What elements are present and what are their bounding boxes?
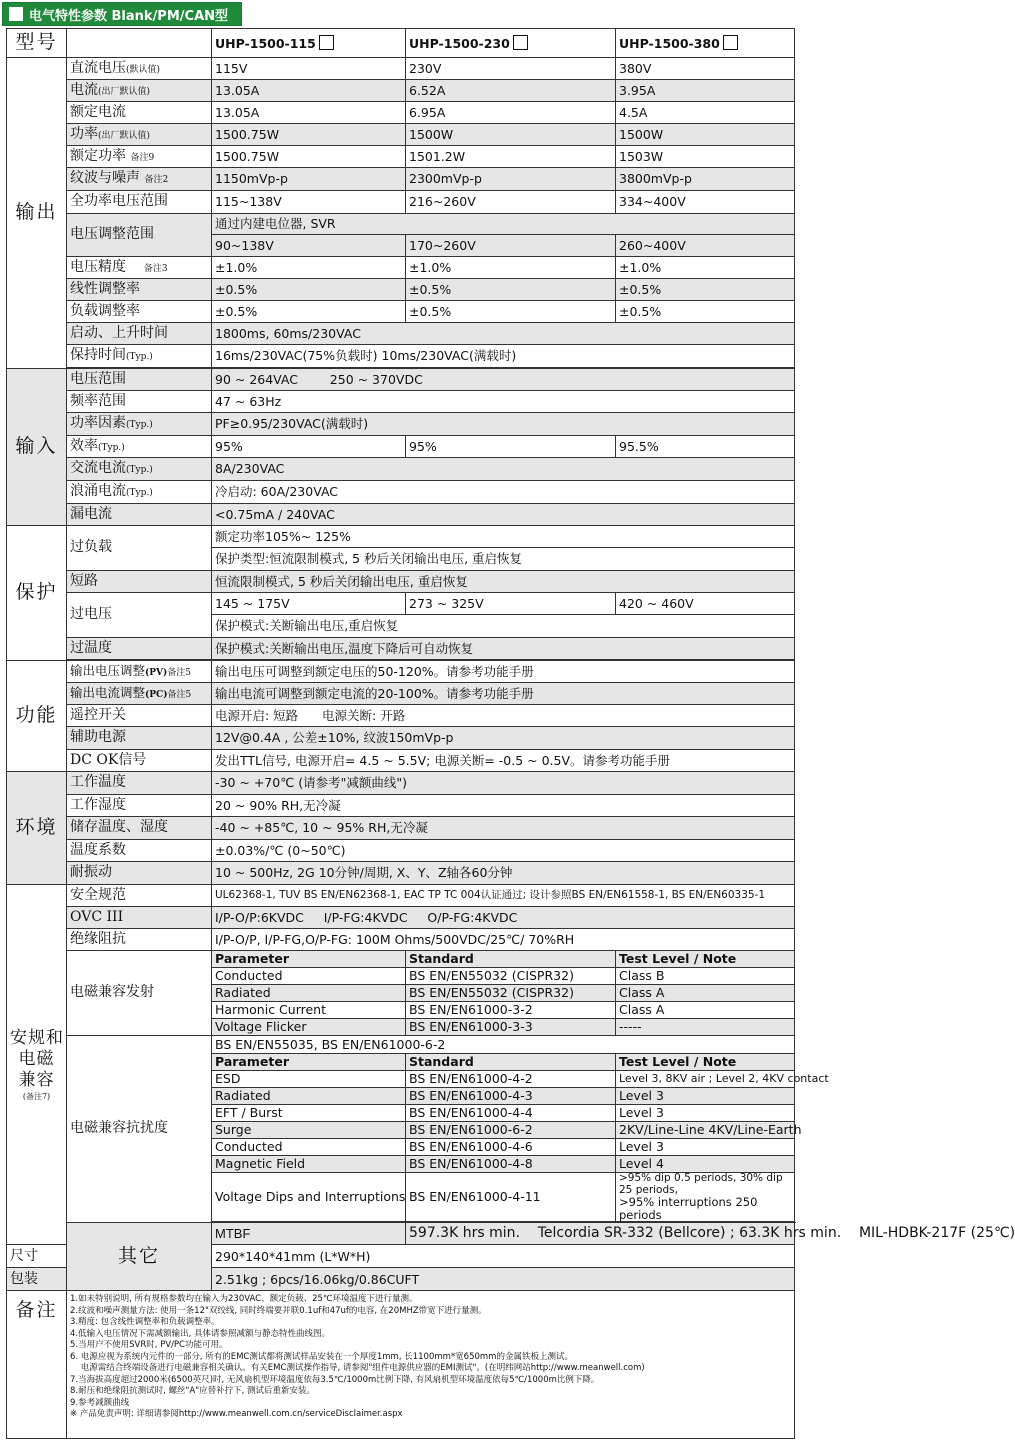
cell: BS EN/EN61000-6-2	[406, 1122, 616, 1139]
cell: 273 ~ 325V	[406, 593, 616, 615]
cell: 保护模式:关断输出电压,温度下降后可自动恢复	[212, 638, 795, 660]
col-header: Parameter	[212, 951, 406, 968]
section-title: 电气特性参数 Blank/PM/CAN型	[29, 8, 229, 24]
row-label: OVC III	[67, 907, 212, 929]
cell: BS EN/EN61000-3-2	[406, 1002, 616, 1019]
section-notes: 备注	[7, 1291, 67, 1439]
row-label: 线性调整率	[67, 279, 212, 301]
cell: 冷启动: 60A/230VAC	[212, 481, 795, 504]
cell: Surge	[212, 1122, 406, 1139]
row-label: 功率(出厂默认值)	[67, 124, 212, 146]
cell: Level 3, 8KV air ; Level 2, 4KV contact	[616, 1071, 795, 1088]
section-protection: 保护	[7, 526, 67, 661]
row-label: 直流电压(默认值)	[67, 58, 212, 80]
row-label: 漏电流	[67, 504, 212, 526]
cell: 115V	[212, 58, 406, 80]
row-label: 电压调整范围	[67, 214, 212, 257]
cell: 16ms/230VAC(75%负载时) 10ms/230VAC(满载时)	[212, 345, 795, 368]
cell: 1150mVp-p	[212, 168, 406, 191]
cell: ESD	[212, 1071, 406, 1088]
cell: BS EN/EN61000-4-8	[406, 1156, 616, 1173]
section-output: 输出	[7, 58, 67, 369]
cell: Radiated	[212, 1088, 406, 1105]
cell: 恒流限制模式, 5 秒后关闭输出电压, 重启恢复	[212, 571, 795, 593]
row-label: MTBF	[212, 1223, 406, 1245]
row-label: 电磁兼容发射	[67, 951, 212, 1036]
cell: 95.5%	[616, 436, 795, 458]
row-label: 纹波与噪声 备注2	[67, 168, 212, 191]
note-line: 9.参考减额曲线	[70, 1397, 130, 1408]
cell: 334~400V	[616, 191, 795, 214]
section-safety-emc: 安规和 电磁 兼容 (备注7)	[7, 885, 67, 1245]
cell: 1500.75W	[212, 146, 406, 168]
cell: 115~138V	[212, 191, 406, 214]
section-header	[2, 2, 242, 26]
cell: 电源开启: 短路 电源关断: 开路	[212, 705, 795, 727]
note-line: 1.如未特别说明, 所有规格参数均在输入为230VAC、额定负载、25℃环境温度下进行量测。	[70, 1294, 418, 1305]
note-line: 7.当海拔高度超过2000米(6500英尺)时, 无风扇机型环境温度依每3.5℃/1000m比例下降, 有风扇机型环境温度依每5℃/1000m比例下降。	[70, 1374, 600, 1385]
cell: 95%	[212, 436, 406, 458]
cell: Level 4	[616, 1156, 795, 1173]
note-line: 2.纹波和噪声测量方法: 使用一条12"双绞线, 同时终端要并联0.1uf和47uf的电容, 在20MHZ带宽下进行量测。	[70, 1305, 487, 1316]
row-label: 工作温度	[67, 772, 212, 795]
model-label: 型号	[7, 29, 67, 58]
square-icon	[9, 7, 23, 21]
cell: Conducted	[212, 968, 406, 985]
model-blank	[67, 29, 212, 58]
cell: 145 ~ 175V	[212, 593, 406, 615]
checkbox-icon[interactable]	[513, 35, 528, 50]
cell: I/P-O/P, I/P-FG,O/P-FG: 100M Ohms/500VDC/25℃/ 70%RH	[212, 929, 795, 951]
cell: 3800mVp-p	[616, 168, 795, 191]
cell: 170~260V	[406, 235, 616, 257]
cell: 260~400V	[616, 235, 795, 257]
row-label: 电流(出厂默认值)	[67, 80, 212, 102]
note-line: 8.耐压和绝缘阻抗测试时, 螺丝"A"应替补拧下, 测试后重新安装。	[70, 1386, 316, 1397]
cell: Level 3	[616, 1139, 795, 1156]
cell: 380V	[616, 58, 795, 80]
cell: ±0.5%	[212, 301, 406, 323]
cell: 1501.2W	[406, 146, 616, 168]
cell: 2KV/Line-Line 4KV/Line-Earth	[616, 1122, 795, 1139]
section-function: 功能	[7, 661, 67, 772]
cell: 230V	[406, 58, 616, 80]
model-1: UHP-1500-115	[212, 29, 406, 58]
row-label: 过负载	[67, 526, 212, 571]
cell: 290*140*41mm (L*W*H)	[212, 1245, 795, 1268]
cell: 6.52A	[406, 80, 616, 102]
spec-table	[6, 28, 1015, 1439]
cell: 47 ~ 63Hz	[212, 391, 795, 413]
cell: 1500W	[406, 124, 616, 146]
cell: 4.5A	[616, 102, 795, 124]
row-label: 遥控开关	[67, 705, 212, 727]
cell: -30 ~ +70℃ (请参考"减额曲线")	[212, 772, 795, 795]
checkbox-icon[interactable]	[319, 35, 334, 50]
cell: Magnetic Field	[212, 1156, 406, 1173]
cell: Class A	[616, 1002, 795, 1019]
row-label: 过电压	[67, 593, 212, 638]
cell: BS EN/EN55032 (CISPR32)	[406, 968, 616, 985]
row-label: 温度系数	[67, 840, 212, 862]
row-label: 额定电流	[67, 102, 212, 124]
col-header: Standard	[406, 951, 616, 968]
note-line: ※ 产品免责声明: 详细请参阅http://www.meanwell.com.cn/serviceDisclaimer.aspx	[70, 1409, 403, 1420]
row-label: 交流电流(Typ.)	[67, 458, 212, 481]
section-others: 其它	[67, 1223, 212, 1291]
row-label: 全功率电压范围	[67, 191, 212, 214]
cell: 13.05A	[212, 80, 406, 102]
row-label: 额定功率 备注9	[67, 146, 212, 168]
col-header: Test Level / Note	[616, 1054, 795, 1071]
row-label: 短路	[67, 571, 212, 593]
row-label: 启动、上升时间	[67, 323, 212, 345]
cell: ±0.5%	[616, 279, 795, 301]
row-label: 辅助电源	[67, 727, 212, 750]
cell: 1503W	[616, 146, 795, 168]
checkbox-icon[interactable]	[723, 35, 738, 50]
cell: BS EN/EN61000-4-2	[406, 1071, 616, 1088]
cell: <0.75mA / 240VAC	[212, 504, 795, 526]
model-2: UHP-1500-230	[406, 29, 616, 58]
row-label: 频率范围	[67, 391, 212, 413]
row-label: 保持时间(Typ.)	[67, 345, 212, 368]
cell: PF≥0.95/230VAC(满载时)	[212, 413, 795, 436]
cell: ±0.5%	[406, 279, 616, 301]
cell: 发出TTL信号, 电源开启= 4.5 ~ 5.5V; 电源关断= -0.5 ~ 0.5V。请参考功能手册	[212, 750, 795, 772]
row-label: DC OK信号	[67, 750, 212, 772]
cell: 13.05A	[212, 102, 406, 124]
row-label: 输出电流调整(PC)备注5	[67, 683, 212, 705]
cell: BS EN/EN55032 (CISPR32)	[406, 985, 616, 1002]
cell: 保护类型:恒流限制模式, 5 秒后关闭输出电压, 重启恢复	[212, 548, 795, 571]
cell: 90 ~ 264VAC 250 ~ 370VDC	[212, 369, 795, 391]
cell: Level 3	[616, 1105, 795, 1122]
cell: >95% dip 0.5 periods, 30% dip 25 periods, >95% interruptions 250 periods	[616, 1173, 795, 1222]
cell: 1500.75W	[212, 124, 406, 146]
col-header: Parameter	[212, 1054, 406, 1071]
row-label: 浪涌电流(Typ.)	[67, 481, 212, 504]
cell: 额定功率105%~ 125%	[212, 526, 795, 548]
cell: BS EN/EN61000-3-3	[406, 1019, 616, 1036]
cell: 输出电流可调整到额定电流的20-100%。请参考功能手册	[212, 683, 795, 705]
note-line: 电源需结合终端设备进行电磁兼容相关确认。有关EMC测试操作指导, 请参阅"组件电源供应器的EMI测试"。(在明纬网站http://www.meanwell.com)	[70, 1363, 645, 1374]
cell: ±0.03%/℃ (0~50℃)	[212, 840, 795, 862]
row-label: 输出电压调整(PV)备注5	[67, 661, 212, 683]
note-line: 6. 电源应视为系统内元件的一部分, 所有的EMC测试都将测试样品安装在一个厚度1mm, 长1100mm*宽650mm的金属铁板上测试。	[70, 1351, 573, 1362]
cell: 20 ~ 90% RH,无冷凝	[212, 795, 795, 817]
row-label: 电压范围	[67, 369, 212, 391]
section-input: 输入	[7, 369, 67, 526]
cell: 95%	[406, 436, 616, 458]
cell: 12V@0.4A , 公差±10%, 纹波150mVp-p	[212, 727, 795, 750]
row-label: 电压精度 备注3	[67, 257, 212, 279]
cell: ±1.0%	[212, 257, 406, 279]
cell: ±0.5%	[406, 301, 616, 323]
cell: 597.3K hrs min. Telcordia SR-332 (Bellcore) ; 63.3K hrs min. MIL-HDBK-217F (25℃)	[406, 1223, 795, 1245]
row-label: 电磁兼容抗扰度	[67, 1036, 212, 1223]
row-label: 绝缘阻抗	[67, 929, 212, 951]
cell: -----	[616, 1019, 795, 1036]
cell: UL62368-1, TUV BS EN/EN62368-1, EAC TP TC 004认证通过; 设计参照BS EN/EN61558-1, BS EN/EN60335-1	[212, 885, 795, 907]
row-label: 储存温度、湿度	[67, 817, 212, 840]
cell: ±1.0%	[406, 257, 616, 279]
cell: 6.95A	[406, 102, 616, 124]
cell: 8A/230VAC	[212, 458, 795, 481]
row-label: 效率(Typ.)	[67, 436, 212, 458]
cell: Radiated	[212, 985, 406, 1002]
row-label: 包装	[7, 1268, 67, 1291]
cell: 1800ms, 60ms/230VAC	[212, 323, 795, 345]
section-environment: 环境	[7, 772, 67, 885]
cell: ±0.5%	[212, 279, 406, 301]
cell: Voltage Dips and Interruptions	[212, 1173, 406, 1222]
cell: 216~260V	[406, 191, 616, 214]
row-label: 耐振动	[67, 862, 212, 885]
row-label: 过温度	[67, 638, 212, 660]
cell: 保护模式:关断输出电压,重启恢复	[212, 615, 795, 638]
cell: BS EN/EN55035, BS EN/EN61000-6-2	[212, 1036, 795, 1054]
cell: 2.51kg ; 6pcs/16.06kg/0.86CUFT	[212, 1268, 795, 1291]
cell: Class B	[616, 968, 795, 985]
row-label: 负载调整率	[67, 301, 212, 323]
row-label: 功率因素(Typ.)	[67, 413, 212, 436]
cell: BS EN/EN61000-4-6	[406, 1139, 616, 1156]
note-line: 3.精度: 包含线性调整率和负载调整率。	[70, 1317, 220, 1328]
cell: 通过内建电位器, SVR	[212, 214, 795, 235]
notes-body	[67, 1291, 795, 1439]
note-line: 4.低输入电压情况下需减额输出, 具体请参照减额与静态特性曲线图。	[70, 1328, 331, 1339]
cell: 1500W	[616, 124, 795, 146]
cell: BS EN/EN61000-4-4	[406, 1105, 616, 1122]
row-label: 工作湿度	[67, 795, 212, 817]
cell: Voltage Flicker	[212, 1019, 406, 1036]
cell: 420 ~ 460V	[616, 593, 795, 615]
row-label: 安全规范	[67, 885, 212, 907]
row-label: 尺寸	[7, 1245, 67, 1268]
cell: 10 ~ 500Hz, 2G 10分钟/周期, X、Y、Z轴各60分钟	[212, 862, 795, 885]
cell: Class A	[616, 985, 795, 1002]
cell: 3.95A	[616, 80, 795, 102]
col-header: Test Level / Note	[616, 951, 795, 968]
cell: 2300mVp-p	[406, 168, 616, 191]
cell: 90~138V	[212, 235, 406, 257]
cell: Conducted	[212, 1139, 406, 1156]
cell: Harmonic Current	[212, 1002, 406, 1019]
model-row	[7, 29, 795, 58]
note-line: 5.当用户不使用SVR时, PV/PC功能可用。	[70, 1340, 228, 1351]
cell: EFT / Burst	[212, 1105, 406, 1122]
cell: I/P-O/P:6KVDC I/P-FG:4KVDC O/P-FG:4KVDC	[212, 907, 795, 929]
cell: ±0.5%	[616, 301, 795, 323]
cell: BS EN/EN61000-4-11	[406, 1173, 616, 1222]
cell: Level 3	[616, 1088, 795, 1105]
cell: 输出电压可调整到额定电压的50-120%。请参考功能手册	[212, 661, 795, 683]
cell: -40 ~ +85℃, 10 ~ 95% RH,无冷凝	[212, 817, 795, 840]
col-header: Standard	[406, 1054, 616, 1071]
cell: BS EN/EN61000-4-3	[406, 1088, 616, 1105]
model-3: UHP-1500-380	[616, 29, 795, 58]
cell: ±1.0%	[616, 257, 795, 279]
